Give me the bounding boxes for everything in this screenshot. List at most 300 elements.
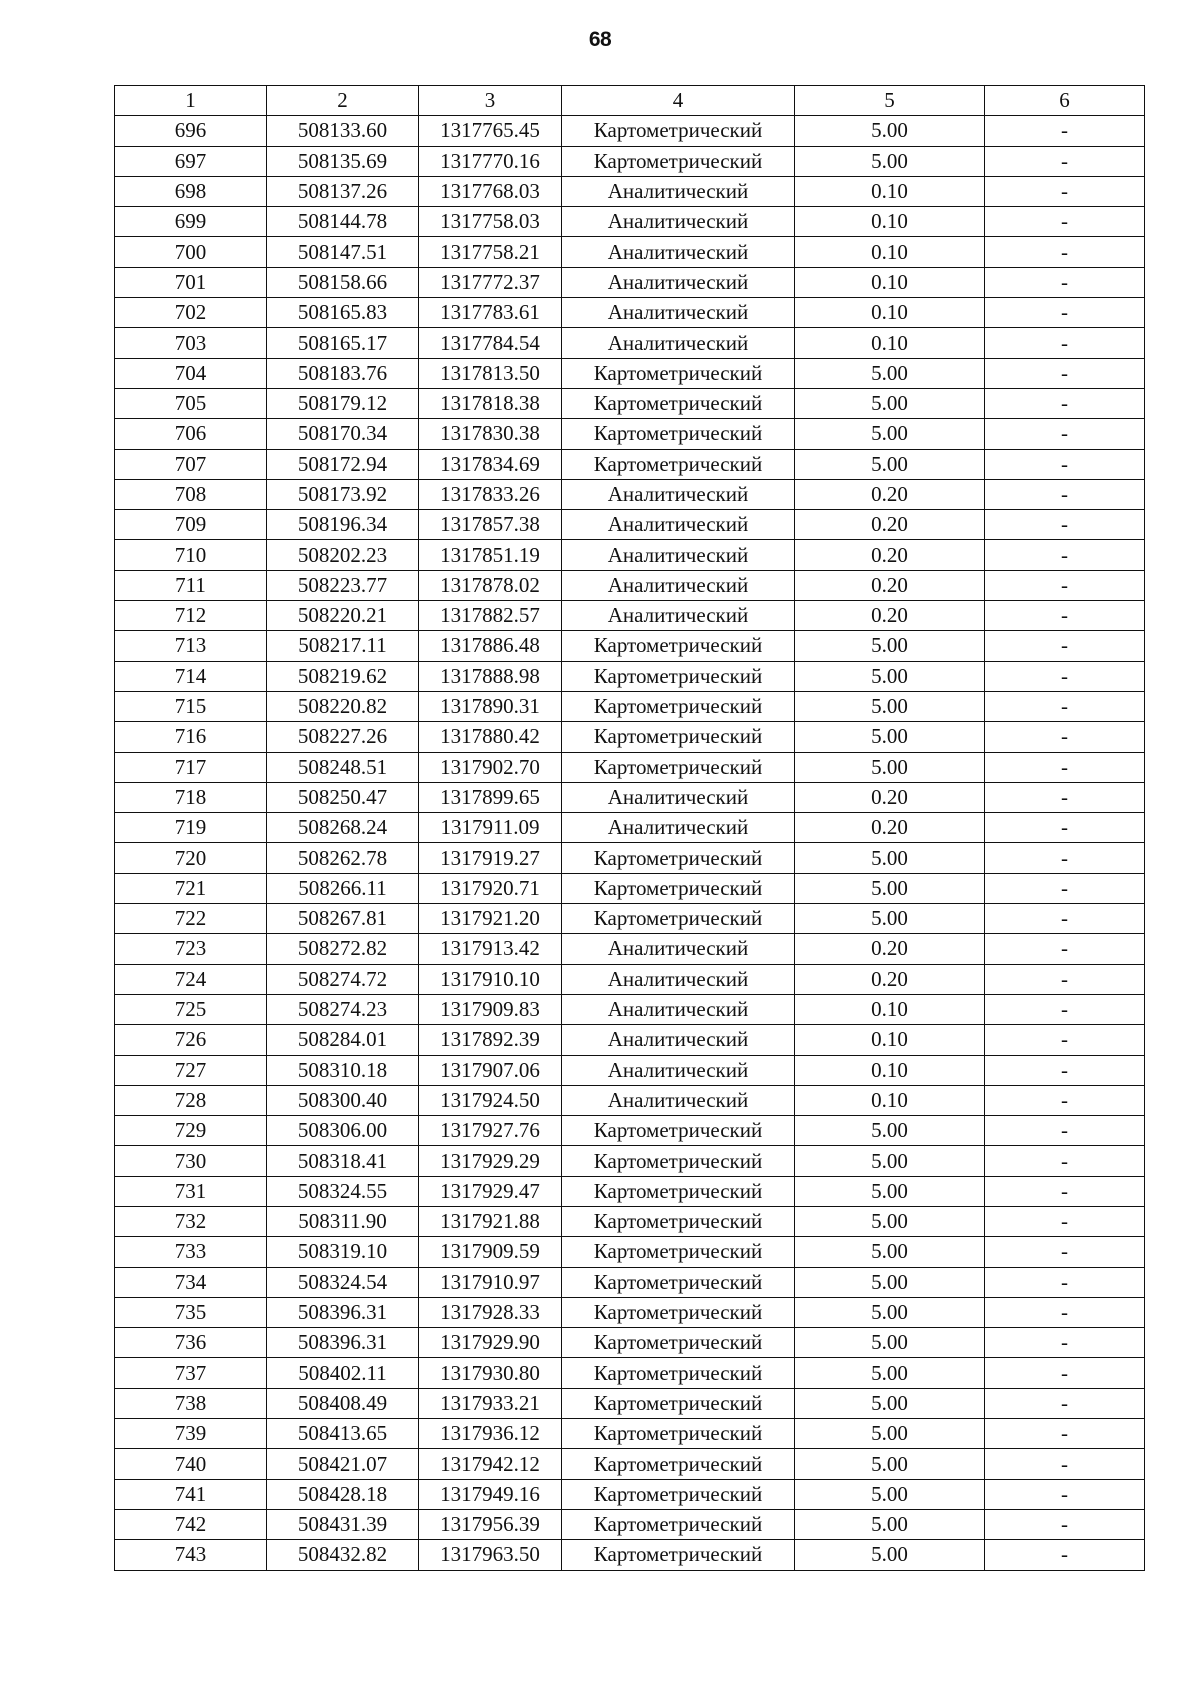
table-row [115,691,1145,721]
note-cell: - [985,1509,1145,1539]
accuracy-cell: 0.10 [795,1025,985,1055]
table-row [115,1055,1145,1085]
accuracy-cell: 5.00 [795,1176,985,1206]
x-coordinate-cell: 508324.54 [267,1267,419,1297]
accuracy-cell: 5.00 [795,843,985,873]
accuracy-cell: 5.00 [795,873,985,903]
note-cell: - [985,1388,1145,1418]
note-cell: - [985,479,1145,509]
x-coordinate-cell: 508173.92 [267,479,419,509]
accuracy-cell: 5.00 [795,1388,985,1418]
y-coordinate-cell: 1317772.37 [419,267,562,297]
table-body [115,116,1145,1570]
accuracy-cell: 5.00 [795,1419,985,1449]
x-coordinate-cell: 508219.62 [267,661,419,691]
y-coordinate-cell: 1317911.09 [419,813,562,843]
point-number-cell: 724 [115,964,267,994]
accuracy-cell: 5.00 [795,1328,985,1358]
table-row [115,176,1145,206]
method-cell: Аналитический [562,540,795,570]
table-row [115,146,1145,176]
accuracy-cell: 0.10 [795,207,985,237]
y-coordinate-cell: 1317886.48 [419,631,562,661]
accuracy-cell: 5.00 [795,419,985,449]
accuracy-cell: 5.00 [795,631,985,661]
accuracy-cell: 0.10 [795,237,985,267]
table-row [115,1267,1145,1297]
table-row [115,1509,1145,1539]
y-coordinate-cell: 1317910.10 [419,964,562,994]
point-number-cell: 696 [115,116,267,146]
point-number-cell: 717 [115,752,267,782]
y-coordinate-cell: 1317927.76 [419,1116,562,1146]
table-row [115,479,1145,509]
note-cell: - [985,207,1145,237]
note-cell: - [985,661,1145,691]
y-coordinate-cell: 1317928.33 [419,1297,562,1327]
table-row [115,1540,1145,1570]
method-cell: Аналитический [562,267,795,297]
x-coordinate-cell: 508311.90 [267,1206,419,1236]
table-row [115,631,1145,661]
note-cell: - [985,1085,1145,1115]
y-coordinate-cell: 1317933.21 [419,1388,562,1418]
method-cell: Картометрический [562,1358,795,1388]
y-coordinate-cell: 1317907.06 [419,1055,562,1085]
note-cell: - [985,570,1145,600]
accuracy-cell: 0.10 [795,1055,985,1085]
method-cell: Аналитический [562,510,795,540]
method-cell: Аналитический [562,328,795,358]
point-number-cell: 708 [115,479,267,509]
x-coordinate-cell: 508267.81 [267,904,419,934]
method-cell: Картометрический [562,904,795,934]
accuracy-cell: 0.20 [795,964,985,994]
x-coordinate-cell: 508396.31 [267,1297,419,1327]
accuracy-cell: 5.00 [795,904,985,934]
x-coordinate-cell: 508310.18 [267,1055,419,1085]
point-number-cell: 699 [115,207,267,237]
note-cell: - [985,1267,1145,1297]
point-number-cell: 716 [115,722,267,752]
note-cell: - [985,904,1145,934]
x-coordinate-cell: 508137.26 [267,176,419,206]
accuracy-cell: 0.10 [795,328,985,358]
note-cell: - [985,1237,1145,1267]
y-coordinate-cell: 1317920.71 [419,873,562,903]
y-coordinate-cell: 1317929.90 [419,1328,562,1358]
point-number-cell: 711 [115,570,267,600]
x-coordinate-cell: 508272.82 [267,934,419,964]
method-cell: Картометрический [562,1176,795,1206]
accuracy-cell: 5.00 [795,358,985,388]
y-coordinate-cell: 1317818.38 [419,388,562,418]
table-row [115,237,1145,267]
table-header [115,86,1145,116]
accuracy-cell: 5.00 [795,449,985,479]
x-coordinate-cell: 508266.11 [267,873,419,903]
method-cell: Аналитический [562,237,795,267]
point-number-cell: 703 [115,328,267,358]
y-coordinate-cell: 1317888.98 [419,661,562,691]
header-row [115,86,1145,116]
method-cell: Картометрический [562,1419,795,1449]
point-number-cell: 701 [115,267,267,297]
y-coordinate-cell: 1317942.12 [419,1449,562,1479]
y-coordinate-cell: 1317851.19 [419,540,562,570]
note-cell: - [985,631,1145,661]
point-number-cell: 704 [115,358,267,388]
table-row [115,1085,1145,1115]
accuracy-cell: 5.00 [795,752,985,782]
method-cell: Картометрический [562,146,795,176]
note-cell: - [985,1328,1145,1358]
point-number-cell: 705 [115,388,267,418]
method-cell: Аналитический [562,479,795,509]
method-cell: Аналитический [562,994,795,1024]
point-number-cell: 712 [115,601,267,631]
point-number-cell: 727 [115,1055,267,1085]
x-coordinate-cell: 508396.31 [267,1328,419,1358]
x-coordinate-cell: 508223.77 [267,570,419,600]
method-cell: Картометрический [562,873,795,903]
note-cell: - [985,934,1145,964]
method-cell: Картометрический [562,1509,795,1539]
table-row [115,994,1145,1024]
method-cell: Аналитический [562,934,795,964]
note-cell: - [985,146,1145,176]
x-coordinate-cell: 508318.41 [267,1146,419,1176]
table-row [115,207,1145,237]
point-number-cell: 726 [115,1025,267,1055]
point-number-cell: 702 [115,298,267,328]
note-cell: - [985,1479,1145,1509]
method-cell: Картометрический [562,1388,795,1418]
accuracy-cell: 5.00 [795,1237,985,1267]
x-coordinate-cell: 508158.66 [267,267,419,297]
note-cell: - [985,1206,1145,1236]
note-cell: - [985,964,1145,994]
y-coordinate-cell: 1317834.69 [419,449,562,479]
point-number-cell: 736 [115,1328,267,1358]
table-row [115,328,1145,358]
accuracy-cell: 5.00 [795,691,985,721]
point-number-cell: 739 [115,1419,267,1449]
point-number-cell: 743 [115,1540,267,1570]
accuracy-cell: 5.00 [795,388,985,418]
x-coordinate-cell: 508202.23 [267,540,419,570]
note-cell: - [985,1176,1145,1206]
y-coordinate-cell: 1317909.83 [419,994,562,1024]
note-cell: - [985,419,1145,449]
x-coordinate-cell: 508250.47 [267,782,419,812]
y-coordinate-cell: 1317956.39 [419,1509,562,1539]
x-coordinate-cell: 508165.83 [267,298,419,328]
point-number-cell: 721 [115,873,267,903]
y-coordinate-cell: 1317924.50 [419,1085,562,1115]
point-number-cell: 725 [115,994,267,1024]
y-coordinate-cell: 1317902.70 [419,752,562,782]
table-row [115,601,1145,631]
point-number-cell: 740 [115,1449,267,1479]
x-coordinate-cell: 508300.40 [267,1085,419,1115]
column-header-5: 5 [795,86,985,116]
note-cell: - [985,449,1145,479]
method-cell: Картометрический [562,1237,795,1267]
method-cell: Аналитический [562,1025,795,1055]
table-row [115,1116,1145,1146]
note-cell: - [985,1358,1145,1388]
y-coordinate-cell: 1317770.16 [419,146,562,176]
accuracy-cell: 5.00 [795,661,985,691]
note-cell: - [985,994,1145,1024]
method-cell: Аналитический [562,1055,795,1085]
point-number-cell: 742 [115,1509,267,1539]
x-coordinate-cell: 508306.00 [267,1116,419,1146]
note-cell: - [985,328,1145,358]
accuracy-cell: 5.00 [795,1146,985,1176]
note-cell: - [985,267,1145,297]
table-row [115,1176,1145,1206]
method-cell: Картометрический [562,1206,795,1236]
table-row [115,1479,1145,1509]
method-cell: Аналитический [562,570,795,600]
x-coordinate-cell: 508172.94 [267,449,419,479]
method-cell: Картометрический [562,722,795,752]
x-coordinate-cell: 508421.07 [267,1449,419,1479]
x-coordinate-cell: 508432.82 [267,1540,419,1570]
note-cell: - [985,601,1145,631]
y-coordinate-cell: 1317830.38 [419,419,562,449]
point-number-cell: 729 [115,1116,267,1146]
method-cell: Аналитический [562,813,795,843]
accuracy-cell: 5.00 [795,1297,985,1327]
method-cell: Картометрический [562,1479,795,1509]
table-row [115,1206,1145,1236]
accuracy-cell: 0.10 [795,176,985,206]
accuracy-cell: 5.00 [795,1358,985,1388]
table-row [115,873,1145,903]
table-row [115,813,1145,843]
column-header-4: 4 [562,86,795,116]
note-cell: - [985,1146,1145,1176]
point-number-cell: 741 [115,1479,267,1509]
table-row [115,722,1145,752]
table-row [115,1297,1145,1327]
y-coordinate-cell: 1317929.47 [419,1176,562,1206]
point-number-cell: 720 [115,843,267,873]
point-number-cell: 714 [115,661,267,691]
y-coordinate-cell: 1317857.38 [419,510,562,540]
note-cell: - [985,873,1145,903]
x-coordinate-cell: 508262.78 [267,843,419,873]
point-number-cell: 737 [115,1358,267,1388]
note-cell: - [985,752,1145,782]
x-coordinate-cell: 508217.11 [267,631,419,661]
method-cell: Аналитический [562,298,795,328]
accuracy-cell: 5.00 [795,1540,985,1570]
method-cell: Картометрический [562,358,795,388]
table-row [115,752,1145,782]
note-cell: - [985,1116,1145,1146]
note-cell: - [985,813,1145,843]
note-cell: - [985,358,1145,388]
method-cell: Аналитический [562,782,795,812]
point-number-cell: 723 [115,934,267,964]
table-row [115,782,1145,812]
note-cell: - [985,1449,1145,1479]
method-cell: Аналитический [562,176,795,206]
x-coordinate-cell: 508183.76 [267,358,419,388]
method-cell: Картометрический [562,388,795,418]
x-coordinate-cell: 508220.21 [267,601,419,631]
point-number-cell: 722 [115,904,267,934]
method-cell: Аналитический [562,1085,795,1115]
note-cell: - [985,237,1145,267]
method-cell: Картометрический [562,1449,795,1479]
x-coordinate-cell: 508147.51 [267,237,419,267]
table-row [115,1358,1145,1388]
table-row [115,1449,1145,1479]
x-coordinate-cell: 508319.10 [267,1237,419,1267]
table-row [115,1328,1145,1358]
point-number-cell: 738 [115,1388,267,1418]
page-number: 68 [588,28,612,51]
note-cell: - [985,722,1145,752]
y-coordinate-cell: 1317930.80 [419,1358,562,1388]
y-coordinate-cell: 1317892.39 [419,1025,562,1055]
y-coordinate-cell: 1317909.59 [419,1237,562,1267]
x-coordinate-cell: 508220.82 [267,691,419,721]
accuracy-cell: 0.10 [795,267,985,297]
note-cell: - [985,691,1145,721]
method-cell: Картометрический [562,691,795,721]
table-row [115,964,1145,994]
method-cell: Картометрический [562,661,795,691]
y-coordinate-cell: 1317963.50 [419,1540,562,1570]
column-header-6: 6 [985,86,1145,116]
column-header-1: 1 [115,86,267,116]
accuracy-cell: 0.20 [795,813,985,843]
x-coordinate-cell: 508408.49 [267,1388,419,1418]
accuracy-cell: 5.00 [795,146,985,176]
table-row [115,570,1145,600]
accuracy-cell: 5.00 [795,1449,985,1479]
x-coordinate-cell: 508324.55 [267,1176,419,1206]
note-cell: - [985,298,1145,328]
y-coordinate-cell: 1317765.45 [419,116,562,146]
table-row [115,1146,1145,1176]
y-coordinate-cell: 1317899.65 [419,782,562,812]
note-cell: - [985,1025,1145,1055]
accuracy-cell: 0.10 [795,298,985,328]
x-coordinate-cell: 508274.72 [267,964,419,994]
table-row [115,116,1145,146]
accuracy-cell: 0.20 [795,479,985,509]
note-cell: - [985,176,1145,206]
note-cell: - [985,1540,1145,1570]
x-coordinate-cell: 508135.69 [267,146,419,176]
point-number-cell: 734 [115,1267,267,1297]
method-cell: Аналитический [562,207,795,237]
point-number-cell: 728 [115,1085,267,1115]
method-cell: Картометрический [562,1116,795,1146]
point-number-cell: 709 [115,510,267,540]
point-number-cell: 706 [115,419,267,449]
y-coordinate-cell: 1317880.42 [419,722,562,752]
method-cell: Аналитический [562,601,795,631]
point-number-cell: 697 [115,146,267,176]
note-cell: - [985,1297,1145,1327]
x-coordinate-cell: 508133.60 [267,116,419,146]
y-coordinate-cell: 1317913.42 [419,934,562,964]
accuracy-cell: 0.20 [795,934,985,964]
accuracy-cell: 5.00 [795,1116,985,1146]
method-cell: Картометрический [562,449,795,479]
column-header-2: 2 [267,86,419,116]
y-coordinate-cell: 1317783.61 [419,298,562,328]
accuracy-cell: 0.20 [795,510,985,540]
x-coordinate-cell: 508431.39 [267,1509,419,1539]
point-number-cell: 730 [115,1146,267,1176]
x-coordinate-cell: 508428.18 [267,1479,419,1509]
table-row [115,1237,1145,1267]
table-row [115,449,1145,479]
y-coordinate-cell: 1317833.26 [419,479,562,509]
note-cell: - [985,782,1145,812]
y-coordinate-cell: 1317921.20 [419,904,562,934]
method-cell: Картометрический [562,116,795,146]
method-cell: Картометрический [562,419,795,449]
x-coordinate-cell: 508268.24 [267,813,419,843]
x-coordinate-cell: 508227.26 [267,722,419,752]
method-cell: Картометрический [562,1328,795,1358]
point-number-cell: 713 [115,631,267,661]
coordinates-table [114,85,1145,1571]
point-number-cell: 731 [115,1176,267,1206]
y-coordinate-cell: 1317910.97 [419,1267,562,1297]
point-number-cell: 733 [115,1237,267,1267]
x-coordinate-cell: 508179.12 [267,388,419,418]
table-row [115,419,1145,449]
note-cell: - [985,510,1145,540]
accuracy-cell: 5.00 [795,1479,985,1509]
accuracy-cell: 5.00 [795,1509,985,1539]
y-coordinate-cell: 1317890.31 [419,691,562,721]
point-number-cell: 707 [115,449,267,479]
accuracy-cell: 0.10 [795,1085,985,1115]
table-row [115,298,1145,328]
table-row [115,510,1145,540]
note-cell: - [985,116,1145,146]
method-cell: Картометрический [562,1267,795,1297]
accuracy-cell: 0.20 [795,782,985,812]
y-coordinate-cell: 1317878.02 [419,570,562,600]
x-coordinate-cell: 508284.01 [267,1025,419,1055]
method-cell: Картометрический [562,1297,795,1327]
y-coordinate-cell: 1317929.29 [419,1146,562,1176]
table-row [115,661,1145,691]
table-row [115,1388,1145,1418]
column-header-3: 3 [419,86,562,116]
method-cell: Картометрический [562,1146,795,1176]
accuracy-cell: 5.00 [795,722,985,752]
y-coordinate-cell: 1317949.16 [419,1479,562,1509]
table-row [115,388,1145,418]
point-number-cell: 698 [115,176,267,206]
accuracy-cell: 5.00 [795,1206,985,1236]
method-cell: Картометрический [562,752,795,782]
